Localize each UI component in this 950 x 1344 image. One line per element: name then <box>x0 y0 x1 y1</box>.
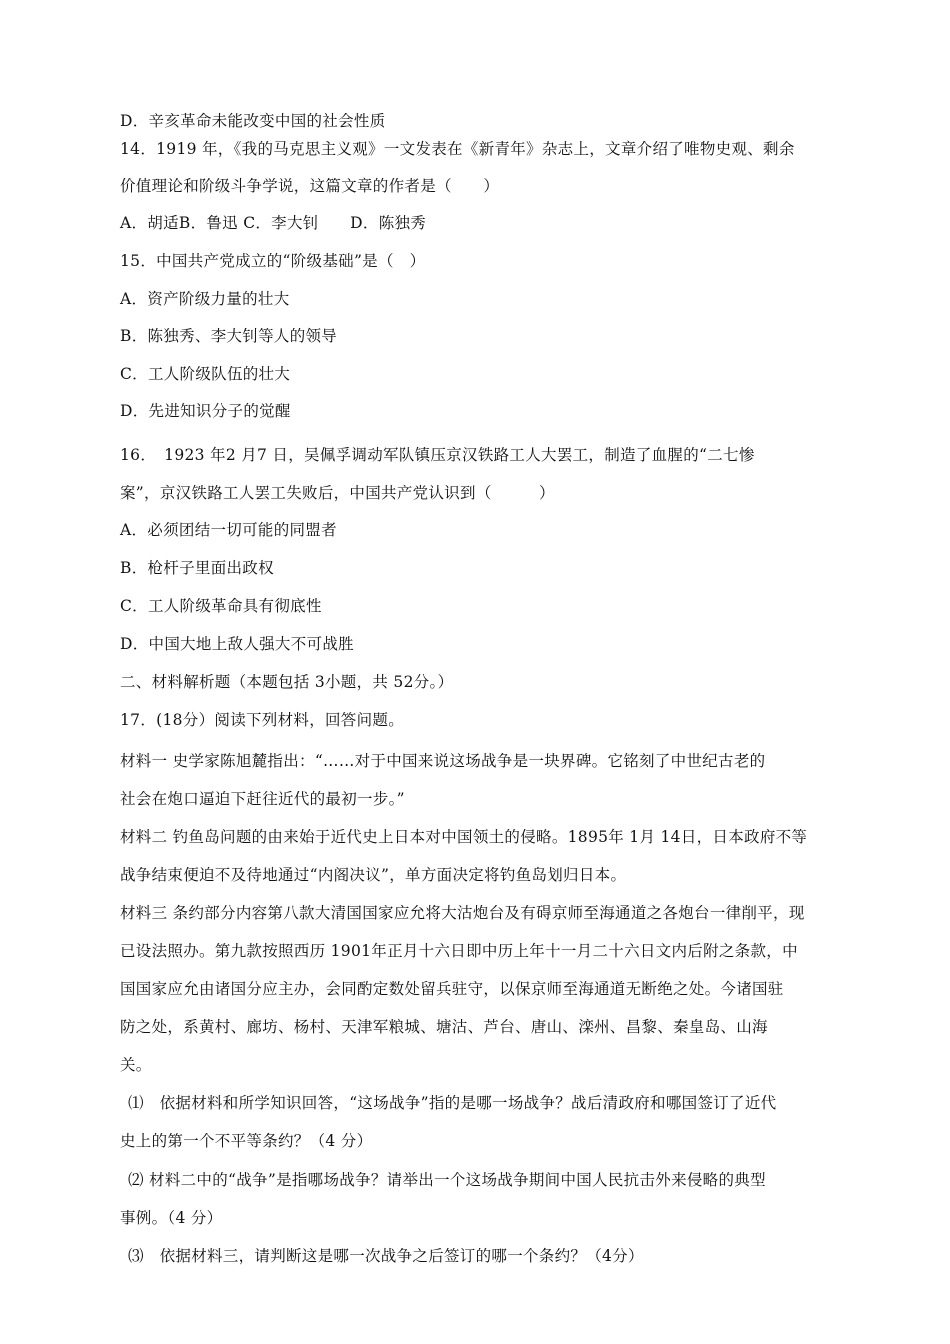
q14-options: A．胡适B．鲁迅 C．李大钊 D．陈独秀 <box>120 214 427 232</box>
q14-stem-line2: 价值理论和阶级斗争学说，这篇文章的作者是（ ） <box>120 177 500 195</box>
sub-question-1-line2: 史上的第一个不平等条约？（4 分） <box>120 1132 373 1150</box>
q13-option-d: D．辛亥革命未能改变中国的社会性质 <box>120 112 386 130</box>
material-one-line1: 材料一 史学家陈旭麓指出：“……对于中国来说这场战争是一块界碑。它铭刻了中世纪古老的 <box>120 752 766 770</box>
material-one-line2: 社会在炮口逼迫下赶往近代的最初一步。” <box>120 790 405 808</box>
q17-stem: 17．(18分）阅读下列材料，回答问题。 <box>120 711 404 729</box>
sub-question-2-line1: ⑵ 材料二中的“战争”是指哪场战争？请举出一个这场战争期间中国人民抗击外来侵略的典型 <box>128 1171 766 1189</box>
q16-option-c: C．工人阶级革命具有彻底性 <box>120 597 322 615</box>
sub-question-3: ⑶ 依据材料三，请判断这是哪一次战争之后签订的哪一个条约？（4分） <box>128 1247 644 1265</box>
sub-question-2-line2: 事例。（4 分） <box>120 1209 223 1227</box>
material-two-line2: 战争结束便迫不及待地通过“内阁决议”，单方面决定将钓鱼岛划归日本。 <box>120 866 627 884</box>
section-two-heading: 二、材料解析题（本题包括 3小题，共 52分。） <box>120 673 454 691</box>
q16-stem-line2: 案”，京汉铁路工人罢工失败后，中国共产党认识到（ ） <box>120 484 555 502</box>
q15-option-c: C．工人阶级队伍的壮大 <box>120 365 291 383</box>
material-three-line2: 已设法照办。第九款按照西历 1901年正月十六日即中历上年十一月二十六日文内后附之条款，中 <box>120 942 798 960</box>
q16-option-b: B．枪杆子里面出政权 <box>120 559 274 577</box>
material-three-line5: 关。 <box>120 1056 152 1074</box>
sub-question-1-line1: ⑴ 依据材料和所学知识回答，“这场战争”指的是哪一场战争？战后清政府和哪国签订了近代 <box>128 1094 777 1112</box>
material-two-line1: 材料二 钓鱼岛问题的由来始于近代史上日本对中国领土的侵略。1895年 1月 14日，日本政府不等 <box>120 828 808 846</box>
material-three-line1: 材料三 条约部分内容第八款大清国国家应允将大沽炮台及有碍京师至海通道之各炮台一律削平，现 <box>120 904 805 922</box>
q16-option-d: D．中国大地上敌人强大不可战胜 <box>120 635 354 653</box>
material-three-line3: 国国家应允由诸国分应主办，会同酌定数处留兵驻守，以保京师至海通道无断绝之处。今诸国驻 <box>120 980 784 998</box>
q15-option-d: D．先进知识分子的觉醒 <box>120 402 291 420</box>
q16-option-a: A．必须团结一切可能的同盟者 <box>120 521 337 539</box>
q15-option-a: A．资产阶级力量的壮大 <box>120 290 290 308</box>
q16-stem-line1: 16． 1923 年2 月7 日，吴佩孚调动军队镇压京汉铁路工人大罢工，制造了血腥的“二七惨 <box>120 446 755 464</box>
q14-stem-line1: 14．1919 年，《我的马克思主义观》一文发表在《新青年》杂志上，文章介绍了唯物史观、剩余 <box>120 140 795 158</box>
material-three-line4: 防之处，系黄村、廊坊、杨村、天津军粮城、塘沽、芦台、唐山、滦州、昌黎、秦皇岛、山海 <box>120 1018 768 1036</box>
q15-option-b: B．陈独秀、李大钊等人的领导 <box>120 327 338 345</box>
q15-stem: 15．中国共产党成立的“阶级基础”是（ ） <box>120 252 426 270</box>
